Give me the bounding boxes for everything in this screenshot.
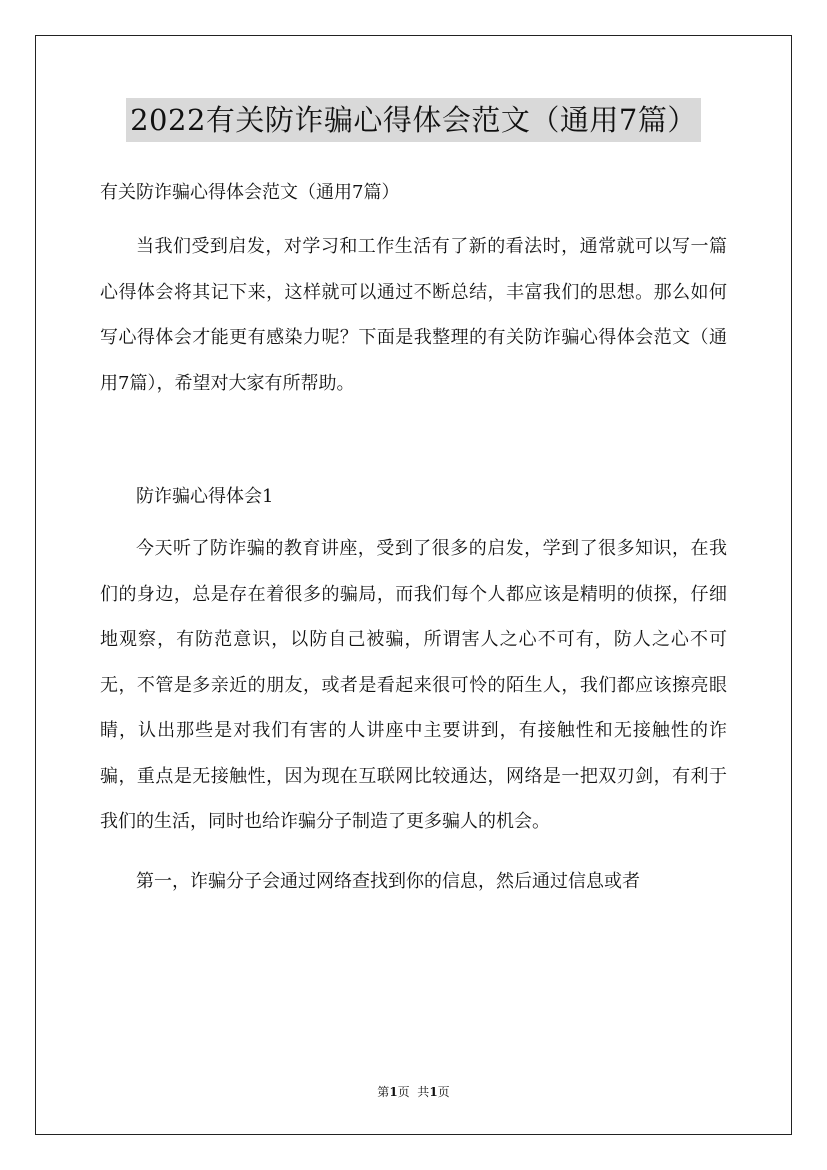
body-paragraph-2: 第一，诈骗分子会通过网络查找到你的信息，然后通过信息或者 <box>136 870 640 892</box>
body-paragraph-1: 今天听了防诈骗的教育讲座，受到了很多的启发，学到了很多知识，在我们的身边，总是存在着很多的骗局，而我们每个人都应该是精明的侦探，仔细地观察，有防范意识，以防自己被骗，所谓害人之心不可有，防人之心不可无，不管是多亲近的朋友，或者是看起来很可怜的陌生人，我们都应该擦亮眼睛，认出那些是对我们有害的人讲座中主要讲到，有接触性和无接触性的诈骗，重点是无接触性，因为现在互联网比较通达，网络是一把双刃剑，有利于我们的生活，同时也给诈骗分子制造了更多骗人的机会。 <box>100 538 727 832</box>
footer-page-mid: 页 共 <box>397 1085 430 1099</box>
document-body <box>100 170 727 904</box>
document-subtitle: 有关防诈骗心得体会范文（通用7篇） <box>100 182 400 203</box>
footer-page-total: 1 <box>429 1085 438 1099</box>
footer-page-current: 1 <box>389 1085 398 1099</box>
intro-paragraph: 当我们受到启发，对学习和工作生活有了新的看法时，通常就可以写一篇心得体会将其记下来，这样就可以通过不断总结，丰富我们的思想。那么如何写心得体会才能更有感染力呢？下面是我整理的有关防诈骗心得体会范文（通用7篇），希望对大家有所帮助。 <box>100 236 727 394</box>
footer-page-suffix: 页 <box>437 1085 450 1099</box>
section-heading: 防诈骗心得体会1 <box>136 486 274 507</box>
page-footer <box>0 1082 827 1102</box>
footer-page-prefix: 第 <box>377 1085 390 1099</box>
title-container <box>0 98 827 142</box>
document-title: 2022有关防诈骗心得体会范文（通用7篇） <box>126 98 701 142</box>
